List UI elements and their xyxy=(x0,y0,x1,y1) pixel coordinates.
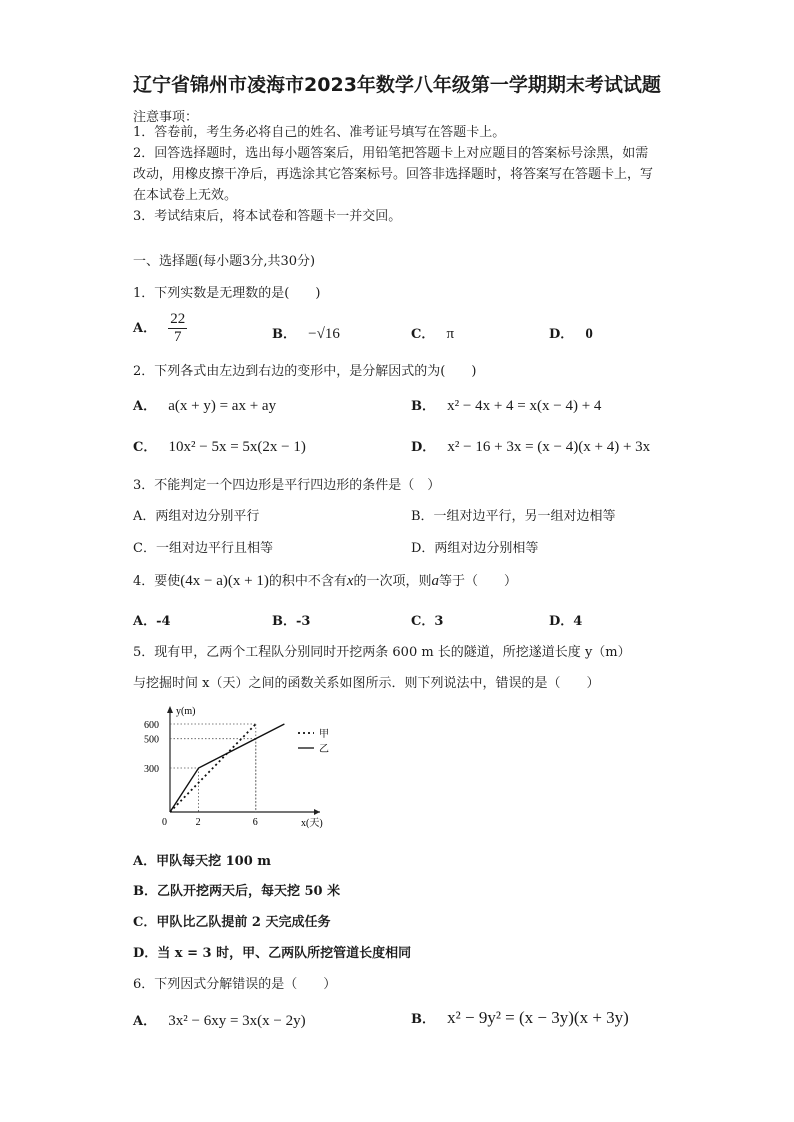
fraction xyxy=(168,311,187,346)
q6-option-b[interactable] xyxy=(411,1008,629,1028)
notice-heading: 注意事项： xyxy=(133,110,199,125)
option-tag: A． xyxy=(133,321,157,336)
fraction-denominator: 7 xyxy=(173,329,182,345)
question-4-stem xyxy=(133,570,517,590)
legend-label: 甲 xyxy=(319,729,329,740)
option-tag: B． xyxy=(411,1012,435,1027)
y-axis-label: y(m) xyxy=(176,706,196,717)
y-tick-label: 500 xyxy=(144,734,159,746)
option-tag: A． xyxy=(133,399,157,414)
option-tag: D． xyxy=(411,440,436,455)
option-value: 3x² − 6xy = 3x(x − 2y) xyxy=(168,1013,306,1029)
option-value: a(x + y) = ax + ay xyxy=(168,398,277,414)
question-1-stem: 1．下列实数是无理数的是( ) xyxy=(133,286,321,301)
q4-option-a[interactable]: A．-4 xyxy=(133,614,171,629)
question-6-stem: 6．下列因式分解错误的是（ ） xyxy=(133,977,337,992)
question-3-stem: 3．不能判定一个四边形是平行四边形的条件是（ ） xyxy=(133,478,441,493)
option-value: π xyxy=(446,326,455,342)
notice-item-3: 3．考试结束后，将本试卷和答题卡一并交回。 xyxy=(133,209,402,224)
option-tag: A． xyxy=(133,1014,157,1029)
q4-option-c[interactable]: C．3 xyxy=(411,614,444,629)
q1-option-c[interactable] xyxy=(411,323,454,343)
y-tick-label: 300 xyxy=(144,764,159,775)
q5-option-d[interactable]: D．当 x = 3 时，甲、乙两队所挖管道长度相同 xyxy=(133,946,412,961)
q2-option-d[interactable] xyxy=(411,436,650,456)
option-value: x² − 4x + 4 = x(x − 4) + 4 xyxy=(447,398,602,414)
q5-option-b[interactable]: B．乙队开挖两天后，每天挖 50 米 xyxy=(133,884,341,899)
q1-option-a[interactable] xyxy=(133,311,187,346)
q4-option-d[interactable]: D．4 xyxy=(549,614,583,629)
x-tick-label: 2 xyxy=(195,817,201,828)
x-axis-label: x(天) xyxy=(301,818,323,829)
q4-expression: (4x − a)(x + 1) xyxy=(180,573,269,589)
q5-function-graph xyxy=(138,700,358,835)
origin-label: 0 xyxy=(162,817,167,828)
option-value: x² − 16 + 3x = (x − 4)(x + 4) + 3x xyxy=(447,439,651,455)
page-title: 辽宁省锦州市凌海市2023年数学八年级第一学期期末考试试题 xyxy=(133,74,661,96)
notice-item-2: 2．回答选择题时，选出每小题答案后，用铅笔把答题卡上对应题目的答案标号涂黑，如需改动，用橡皮擦干净后，再选涂其它答案标号。回答非选择题时，将答案写在答题卡上，写在本试卷上无效。 xyxy=(133,146,654,203)
option-tag: B． xyxy=(411,399,435,414)
question-5-stem-line2: 与挖掘时间 x（天）之间的函数关系如图所示．则下列说法中，错误的是（ ） xyxy=(133,676,600,691)
notice-item-1: 1．答卷前，考生务必将自己的姓名、准考证号填写在答题卡上。 xyxy=(133,125,506,140)
option-tag: C． xyxy=(133,440,157,455)
q5-option-a[interactable]: A．甲队每天挖 100 m xyxy=(133,854,272,869)
option-tag: D． xyxy=(549,327,574,342)
q2-option-c[interactable] xyxy=(133,436,306,456)
q2-option-b[interactable] xyxy=(411,395,601,415)
q3-option-d[interactable]: D．两组对边分别相等 xyxy=(411,541,539,556)
q5-option-c[interactable]: C．甲队比乙队提前 2 天完成任务 xyxy=(133,915,331,930)
series-line-2 xyxy=(170,724,284,812)
q6-option-a[interactable] xyxy=(133,1010,306,1030)
question-2-stem: 2．下列各式由左边到右边的变形中，是分解因式的为( ) xyxy=(133,364,477,379)
y-tick-label: 600 xyxy=(144,720,159,731)
option-value: −√16 xyxy=(308,326,340,342)
series-line-1 xyxy=(170,724,256,812)
fraction-numerator: 22 xyxy=(170,311,186,327)
q3-option-c[interactable]: C．一组对边平行且相等 xyxy=(133,541,273,556)
q4-variable-x: x xyxy=(346,573,354,589)
section-heading: 一、选择题(每小题3分,共30分) xyxy=(133,254,316,269)
option-value: x² − 9y² = (x − 3y)(x + 3y) xyxy=(447,1008,629,1027)
q4-stem-end: 等于（ ） xyxy=(439,574,518,589)
x-tick-label: 6 xyxy=(252,817,258,828)
option-value: 10x² − 5x = 5x(2x − 1) xyxy=(168,439,306,455)
legend-label: 乙 xyxy=(319,744,329,755)
q4-stem-mid: 的积中不含有 xyxy=(268,574,347,589)
q3-option-b[interactable]: B．一组对边平行，另一组对边相等 xyxy=(411,509,616,524)
q4-variable-a: a xyxy=(431,573,440,589)
q1-option-b[interactable] xyxy=(272,323,340,343)
q4-stem-mid2: 的一次项，则 xyxy=(353,574,432,589)
q3-option-a[interactable]: A．两组对边分别平行 xyxy=(133,509,260,524)
q2-option-a[interactable] xyxy=(133,395,276,415)
option-tag: B． xyxy=(272,327,296,342)
option-tag: C． xyxy=(411,327,435,342)
q1-option-d[interactable] xyxy=(549,323,593,343)
q4-stem-pre: 4．要使 xyxy=(133,574,181,589)
x-axis-arrow xyxy=(314,809,320,815)
question-5-stem-line1: 5．现有甲，乙两个工程队分别同时开挖两条 600 m 长的隧道，所挖遂道长度 y（m） xyxy=(133,645,631,660)
option-value: 0 xyxy=(585,326,593,342)
q4-option-b[interactable]: B．-3 xyxy=(272,614,311,629)
y-axis-arrow xyxy=(167,706,173,713)
